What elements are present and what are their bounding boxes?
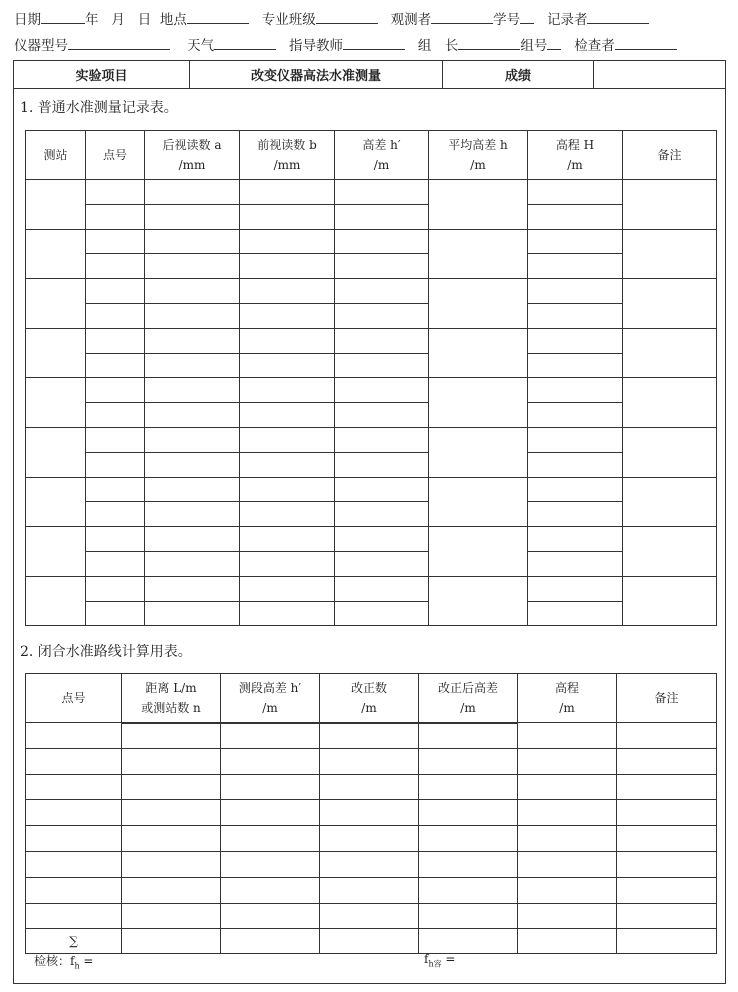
t1-elev-cell[interactable] [528, 452, 623, 477]
t2-header-1: 距离 L/m 或测站数 n [122, 674, 221, 723]
t1-row [26, 403, 717, 428]
t1-foresight-cell[interactable] [240, 452, 335, 477]
location-label: 地点 [159, 12, 187, 28]
class-field[interactable] [316, 9, 378, 24]
t1-elev-cell[interactable] [528, 378, 623, 403]
t1-row [26, 576, 717, 601]
t1-backsight-cell[interactable] [145, 427, 240, 452]
t2-elev-remark-cell[interactable] [518, 826, 617, 852]
t2-elev-remark-cell[interactable] [518, 748, 617, 774]
t2-segment-cell[interactable] [419, 877, 518, 903]
weather-field[interactable] [214, 35, 276, 50]
t1-elev-cell[interactable] [528, 427, 623, 452]
t1-remark-cell[interactable] [623, 427, 717, 477]
t2-header-4: 改正后高差 /m [419, 674, 518, 723]
t2-segment-cell[interactable] [122, 877, 221, 903]
t1-elev-cell[interactable] [528, 303, 623, 328]
t1-diff-cell[interactable] [335, 378, 429, 403]
t1-backsight-cell[interactable] [145, 527, 240, 552]
t1-elev-cell[interactable] [528, 601, 623, 626]
t2-point-cell[interactable] [26, 723, 122, 749]
t1-backsight-cell[interactable] [145, 502, 240, 527]
table2-title: 2. 闭合水准路线计算用表。 [20, 644, 192, 660]
t1-backsight-cell[interactable] [145, 601, 240, 626]
t1-diff-cell[interactable] [335, 279, 429, 304]
t1-row [26, 279, 717, 304]
t1-foresight-cell[interactable] [240, 279, 335, 304]
t1-row [26, 378, 717, 403]
t1-diff-cell[interactable] [335, 601, 429, 626]
t1-elev-cell[interactable] [528, 353, 623, 378]
student-id-label: 学号 [493, 12, 521, 28]
t1-foresight-cell[interactable] [240, 502, 335, 527]
t1-point-cell[interactable] [86, 378, 145, 403]
t1-row [26, 452, 717, 477]
t1-avgdiff-cell[interactable] [429, 477, 528, 527]
class-label: 专业班级 [261, 12, 316, 28]
t1-row [26, 254, 717, 279]
t1-diff-cell[interactable] [335, 551, 429, 576]
t2-point-cell[interactable] [26, 877, 122, 903]
frong-label: f [424, 952, 429, 966]
t1-row [26, 328, 717, 353]
t2-segment-cell[interactable] [320, 851, 419, 877]
t1-row [26, 527, 717, 552]
date-field[interactable] [41, 9, 85, 24]
t2-segment-cell[interactable] [419, 774, 518, 800]
t1-header-6: 高程 H /m [528, 131, 623, 180]
t1-point-cell[interactable] [86, 353, 145, 378]
group-leader-field[interactable] [458, 35, 520, 50]
t1-remark-cell[interactable] [623, 576, 717, 626]
t2-sum-cell[interactable] [122, 929, 221, 954]
t1-elev-cell[interactable] [528, 180, 623, 205]
t1-elev-cell[interactable] [528, 279, 623, 304]
t2-sum-row [26, 929, 717, 954]
t1-point-cell[interactable] [86, 303, 145, 328]
t2-sum-cell[interactable] [518, 929, 617, 954]
group-leader-label: 组 长 [417, 38, 459, 54]
t1-foresight-cell[interactable] [240, 601, 335, 626]
project-name: 改变仪器高法水准测量 [190, 61, 443, 89]
t1-diff-cell[interactable] [335, 403, 429, 428]
teacher-field[interactable] [343, 35, 405, 50]
t2-elev-remark-cell[interactable] [518, 800, 617, 826]
t1-foresight-cell[interactable] [240, 551, 335, 576]
t1-elev-cell[interactable] [528, 204, 623, 229]
year-label: 年 [85, 12, 99, 28]
t1-point-cell[interactable] [86, 527, 145, 552]
t1-header-1: 点号 [86, 131, 145, 180]
t1-station-cell[interactable] [26, 477, 86, 527]
t1-remark-cell[interactable] [623, 229, 717, 279]
t1-remark-cell[interactable] [623, 328, 717, 378]
t1-point-cell[interactable] [86, 477, 145, 502]
t1-diff-cell[interactable] [335, 452, 429, 477]
t2-segment-cell[interactable] [221, 724, 320, 749]
t1-row [26, 601, 717, 626]
t1-foresight-cell[interactable] [240, 353, 335, 378]
t2-sum-cell[interactable] [617, 929, 717, 954]
t2-segment-cell[interactable] [320, 826, 419, 852]
t1-foresight-cell[interactable] [240, 576, 335, 601]
t1-avgdiff-cell[interactable] [429, 328, 528, 378]
t1-station-cell[interactable] [26, 180, 86, 230]
t1-backsight-cell[interactable] [145, 303, 240, 328]
t2-elev-remark-cell[interactable] [617, 877, 717, 903]
t1-point-cell[interactable] [86, 180, 145, 205]
t2-header-6: 备注 [617, 674, 717, 723]
header-row-1 [14, 8, 649, 28]
score-label: 成绩 [443, 61, 594, 89]
t2-segment-cell[interactable] [221, 748, 320, 774]
t1-elev-cell[interactable] [528, 254, 623, 279]
t2-elev-remark-cell[interactable] [518, 851, 617, 877]
t1-station-cell[interactable] [26, 279, 86, 329]
t1-avgdiff-cell[interactable] [429, 229, 528, 279]
t1-remark-cell[interactable] [623, 180, 717, 230]
t2-segment-cell[interactable] [122, 774, 221, 800]
t1-point-cell[interactable] [86, 403, 145, 428]
closed-route-table [25, 673, 717, 954]
t1-station-cell[interactable] [26, 427, 86, 477]
t2-segment-cell[interactable] [419, 800, 518, 826]
t1-point-cell[interactable] [86, 551, 145, 576]
t2-segment-cell[interactable] [221, 903, 320, 929]
t2-segment-cell[interactable] [320, 877, 419, 903]
t1-backsight-cell[interactable] [145, 551, 240, 576]
t1-header-0: 测站 [26, 131, 86, 180]
t2-sum-cell[interactable] [419, 929, 518, 954]
t2-elev-remark-cell[interactable] [617, 826, 717, 852]
t1-diff-cell[interactable] [335, 477, 429, 502]
t1-elev-cell[interactable] [528, 527, 623, 552]
t1-header-7: 备注 [623, 131, 717, 180]
day-label: 日 [137, 12, 152, 28]
leveling-record-table [25, 130, 717, 626]
t1-row [26, 204, 717, 229]
t1-foresight-cell[interactable] [240, 378, 335, 403]
t2-segment-cell[interactable] [320, 748, 419, 774]
t1-avgdiff-cell[interactable] [429, 427, 528, 477]
t1-header-3: 前视读数 b /mm [240, 131, 335, 180]
t1-row [26, 303, 717, 328]
t1-foresight-cell[interactable] [240, 328, 335, 353]
t1-elev-cell[interactable] [528, 403, 623, 428]
t2-point-cell[interactable] [26, 748, 122, 774]
t1-diff-cell[interactable] [335, 204, 429, 229]
t1-foresight-cell[interactable] [240, 303, 335, 328]
t2-segment-cell[interactable] [320, 903, 419, 929]
form-frame [13, 60, 726, 984]
t2-point-cell[interactable] [26, 851, 122, 877]
t2-segment-cell[interactable] [122, 826, 221, 852]
teacher-label: 指导教师 [289, 38, 344, 54]
t2-segment-cell[interactable] [122, 800, 221, 826]
t2-segment-cell[interactable] [221, 774, 320, 800]
t1-backsight-cell[interactable] [145, 279, 240, 304]
t1-diff-cell[interactable] [335, 353, 429, 378]
t1-header-4: 高差 h′ /m [335, 131, 429, 180]
t1-header-5: 平均高差 h /m [429, 131, 528, 180]
header-row-2 [14, 34, 677, 54]
observer-label: 观测者 [390, 12, 432, 28]
t1-elev-cell[interactable] [528, 229, 623, 254]
t1-point-cell[interactable] [86, 427, 145, 452]
t1-diff-cell[interactable] [335, 303, 429, 328]
recorder-label: 记录者 [546, 12, 588, 28]
t2-segment-cell[interactable] [221, 800, 320, 826]
t2-segment-cell[interactable] [419, 724, 518, 749]
t1-header-2: 后视读数 a /mm [145, 131, 240, 180]
t1-point-cell[interactable] [86, 576, 145, 601]
t2-elev-remark-cell[interactable] [617, 800, 717, 826]
t1-avgdiff-cell[interactable] [429, 576, 528, 626]
t1-avgdiff-cell[interactable] [429, 180, 528, 230]
t2-point-cell[interactable] [26, 774, 122, 800]
t1-backsight-cell[interactable] [145, 254, 240, 279]
t1-remark-cell[interactable] [623, 279, 717, 329]
t2-elev-remark-cell[interactable] [518, 877, 617, 903]
t1-station-cell[interactable] [26, 527, 86, 577]
score-field[interactable] [594, 61, 726, 89]
t1-remark-cell[interactable] [623, 378, 717, 428]
t1-point-cell[interactable] [86, 502, 145, 527]
t1-diff-cell[interactable] [335, 527, 429, 552]
t1-point-cell[interactable] [86, 601, 145, 626]
t1-diff-cell[interactable] [335, 180, 429, 205]
frong-sub: h容 [428, 959, 442, 969]
t1-row [26, 502, 717, 527]
t1-station-cell[interactable] [26, 229, 86, 279]
observer-field[interactable] [431, 9, 493, 24]
t1-foresight-cell[interactable] [240, 254, 335, 279]
t2-point-cell[interactable] [26, 826, 122, 852]
t1-row [26, 353, 717, 378]
t2-point-cell[interactable] [26, 903, 122, 929]
t1-foresight-cell[interactable] [240, 229, 335, 254]
t1-elev-cell[interactable] [528, 477, 623, 502]
t1-backsight-cell[interactable] [145, 452, 240, 477]
t2-segment-cell[interactable] [221, 826, 320, 852]
checker-field[interactable] [615, 35, 677, 50]
project-header [14, 61, 725, 89]
t1-backsight-cell[interactable] [145, 477, 240, 502]
t1-foresight-cell[interactable] [240, 180, 335, 205]
group-no-field[interactable] [547, 35, 561, 50]
location-field[interactable] [187, 9, 249, 24]
t2-elev-remark-cell[interactable] [617, 774, 717, 800]
t1-diff-cell[interactable] [335, 502, 429, 527]
t1-point-cell[interactable] [86, 328, 145, 353]
t2-elev-remark-cell[interactable] [518, 774, 617, 800]
t1-backsight-cell[interactable] [145, 576, 240, 601]
t1-avgdiff-cell[interactable] [429, 279, 528, 329]
t1-avgdiff-cell[interactable] [429, 378, 528, 428]
t1-row [26, 477, 717, 502]
t1-remark-cell[interactable] [623, 477, 717, 527]
t2-segment-cell[interactable] [122, 724, 221, 749]
table1-title: 1. 普通水准测量记录表。 [20, 100, 178, 116]
t1-station-cell[interactable] [26, 378, 86, 428]
t2-elev-remark-cell[interactable] [617, 723, 717, 749]
date-label: 日期 [14, 12, 41, 28]
instrument-field[interactable] [68, 35, 170, 50]
t1-row [26, 551, 717, 576]
t1-foresight-cell[interactable] [240, 477, 335, 502]
t2-sum-cell[interactable] [320, 929, 419, 954]
weather-label: 天气 [187, 38, 215, 54]
check-fh-rong [424, 952, 455, 969]
t1-foresight-cell[interactable] [240, 403, 335, 428]
t2-elev-remark-cell[interactable] [518, 903, 617, 929]
t1-point-cell[interactable] [86, 254, 145, 279]
t2-segment-cell[interactable] [122, 748, 221, 774]
t2-header-3: 改正数 /m [320, 674, 419, 723]
t2-elev-remark-cell[interactable] [518, 723, 617, 749]
fh-sub: h [74, 961, 80, 971]
recorder-field[interactable] [587, 9, 649, 24]
t2-header-0: 点号 [26, 674, 122, 723]
t2-segment-cell[interactable] [122, 903, 221, 929]
t1-diff-cell[interactable] [335, 427, 429, 452]
t1-point-cell[interactable] [86, 229, 145, 254]
t1-diff-cell[interactable] [335, 229, 429, 254]
t1-foresight-cell[interactable] [240, 427, 335, 452]
t2-segment-cell[interactable] [221, 877, 320, 903]
t1-row [26, 229, 717, 254]
t1-point-cell[interactable] [86, 279, 145, 304]
t1-diff-cell[interactable] [335, 328, 429, 353]
month-label: 月 [111, 12, 125, 28]
t1-elev-cell[interactable] [528, 328, 623, 353]
t1-diff-cell[interactable] [335, 576, 429, 601]
t1-point-cell[interactable] [86, 204, 145, 229]
t2-segment-cell[interactable] [419, 903, 518, 929]
t2-segment-cell[interactable] [122, 851, 221, 877]
t1-backsight-cell[interactable] [145, 229, 240, 254]
t1-foresight-cell[interactable] [240, 527, 335, 552]
t1-row [26, 427, 717, 452]
t2-header-5: 高程 /m [518, 674, 617, 723]
t1-backsight-cell[interactable] [145, 180, 240, 205]
sum-symbol: ∑ [26, 929, 122, 954]
student-id-field[interactable] [520, 9, 534, 24]
t1-backsight-cell[interactable] [145, 403, 240, 428]
t2-segment-cell[interactable] [419, 851, 518, 877]
t1-backsight-cell[interactable] [145, 328, 240, 353]
t1-foresight-cell[interactable] [240, 204, 335, 229]
t1-elev-cell[interactable] [528, 551, 623, 576]
t2-elev-remark-cell[interactable] [617, 851, 717, 877]
check-fh [34, 952, 93, 970]
t2-segment-cell[interactable] [419, 748, 518, 774]
t1-station-cell[interactable] [26, 576, 86, 626]
t1-row [26, 180, 717, 205]
t2-point-cell[interactable] [26, 800, 122, 826]
group-no-label: 组号 [520, 38, 548, 54]
t1-elev-cell[interactable] [528, 576, 623, 601]
t2-segment-cell[interactable] [221, 851, 320, 877]
t1-elev-cell[interactable] [528, 502, 623, 527]
t1-diff-cell[interactable] [335, 254, 429, 279]
instrument-label: 仪器型号 [14, 38, 68, 54]
t1-backsight-cell[interactable] [145, 378, 240, 403]
t2-header-2: 测段高差 h′ /m [221, 674, 320, 723]
t2-elev-remark-cell[interactable] [617, 748, 717, 774]
t1-backsight-cell[interactable] [145, 204, 240, 229]
frong-eq: = [441, 952, 456, 966]
t1-avgdiff-cell[interactable] [429, 527, 528, 577]
fh-eq: = [79, 954, 94, 968]
checker-label: 检查者 [574, 38, 615, 54]
t1-remark-cell[interactable] [623, 527, 717, 577]
t1-point-cell[interactable] [86, 452, 145, 477]
t2-segment-cell[interactable] [320, 724, 419, 749]
t2-sum-cell[interactable] [221, 929, 320, 954]
t2-segment-cell[interactable] [419, 826, 518, 852]
project-label: 实验项目 [14, 61, 190, 89]
t2-segment-cell[interactable] [320, 800, 419, 826]
t2-elev-remark-cell[interactable] [617, 903, 717, 929]
t1-station-cell[interactable] [26, 328, 86, 378]
t2-segment-cell[interactable] [320, 774, 419, 800]
check-label: 检核：f [34, 954, 75, 968]
t1-backsight-cell[interactable] [145, 353, 240, 378]
